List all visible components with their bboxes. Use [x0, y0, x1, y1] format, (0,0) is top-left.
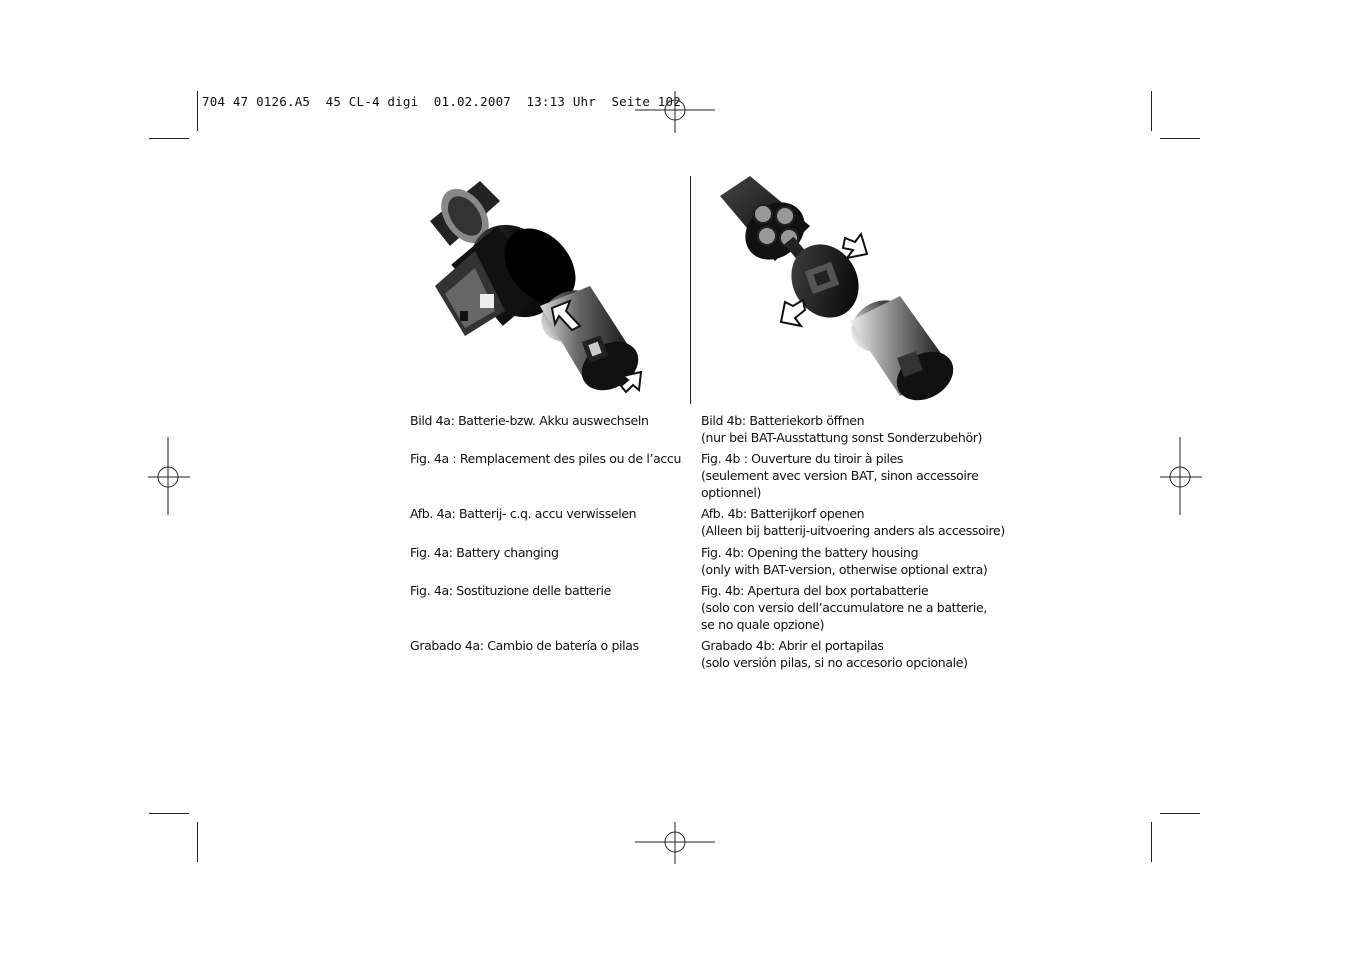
caption-4b-italian-line: Fig. 4b: Apertura del box portabatterie [701, 583, 929, 598]
caption-4b-french [701, 450, 978, 501]
crop-mark-bottom-left-vertical [197, 822, 198, 862]
registration-mark-top-icon [635, 91, 715, 133]
caption-4b-dutch-line: Afb. 4b: Batterijkorf openen [701, 506, 865, 521]
caption-4b-dutch [701, 505, 1005, 539]
caption-4a-dutch: Afb. 4a: Batterij- c.q. accu verwisselen [410, 506, 637, 521]
crop-mark-top-right-vertical [1151, 91, 1152, 131]
caption-4b-spanish-note: (solo versión pilas, si no accesorio opcionale) [701, 655, 968, 670]
caption-4b-french-note-cont: optionnel) [701, 485, 761, 500]
caption-4b-italian-note-cont: se no quale opzione) [701, 617, 825, 632]
caption-4b-english-note: (only with BAT-version, otherwise optional extra) [701, 562, 988, 577]
crop-mark-top-left-vertical [197, 91, 198, 131]
caption-4b-spanish [701, 637, 968, 671]
crop-mark-top-left-horizontal [149, 138, 189, 139]
registration-mark-right-icon [1160, 437, 1202, 515]
caption-4b-spanish-line: Grabado 4b: Abrir el portapilas [701, 638, 884, 653]
registration-mark-left-icon [148, 437, 190, 515]
caption-4b-english [701, 544, 987, 578]
crop-mark-top-right-horizontal [1160, 138, 1200, 139]
caption-4b-french-note: (seulement avec version BAT, sinon accessoire [701, 468, 979, 483]
crop-mark-bottom-right-horizontal [1160, 813, 1200, 814]
caption-4a-english: Fig. 4a: Battery changing [410, 545, 559, 560]
print-slug: 704 47 0126.A5 45 CL-4 digi 01.02.2007 13:13 Uhr Seite 102 [202, 94, 681, 109]
caption-4b-italian [701, 582, 987, 633]
registration-mark-bottom-icon [635, 822, 715, 864]
caption-4b-german [701, 412, 982, 446]
caption-4a-french: Fig. 4a : Remplacement des piles ou de l’accu [410, 451, 682, 466]
caption-4b-german-line: Bild 4b: Batteriekorb öffnen [701, 413, 865, 428]
column-divider [690, 176, 691, 404]
caption-4b-italian-note: (solo con versio dell’accumulatore ne a batterie, [701, 600, 987, 615]
caption-4b-german-note: (nur bei BAT-Ausstattung sonst Sonderzubehör) [701, 430, 983, 445]
figure-4a-battery-replacement-icon [420, 176, 650, 404]
crop-mark-bottom-right-vertical [1151, 822, 1152, 862]
figure-4b-battery-housing-icon [715, 176, 955, 404]
caption-4a-german: Bild 4a: Batterie-bzw. Akku auswechseln [410, 413, 649, 428]
caption-4a-spanish: Grabado 4a: Cambio de batería o pilas [410, 638, 639, 653]
caption-4b-english-line: Fig. 4b: Opening the battery housing [701, 545, 919, 560]
caption-4b-dutch-note: (Alleen bij batterij-uitvoering anders als accessoire) [701, 523, 1005, 538]
caption-4b-french-line: Fig. 4b : Ouverture du tiroir à piles [701, 451, 904, 466]
caption-4a-italian: Fig. 4a: Sostituzione delle batterie [410, 583, 612, 598]
crop-mark-bottom-left-horizontal [149, 813, 189, 814]
